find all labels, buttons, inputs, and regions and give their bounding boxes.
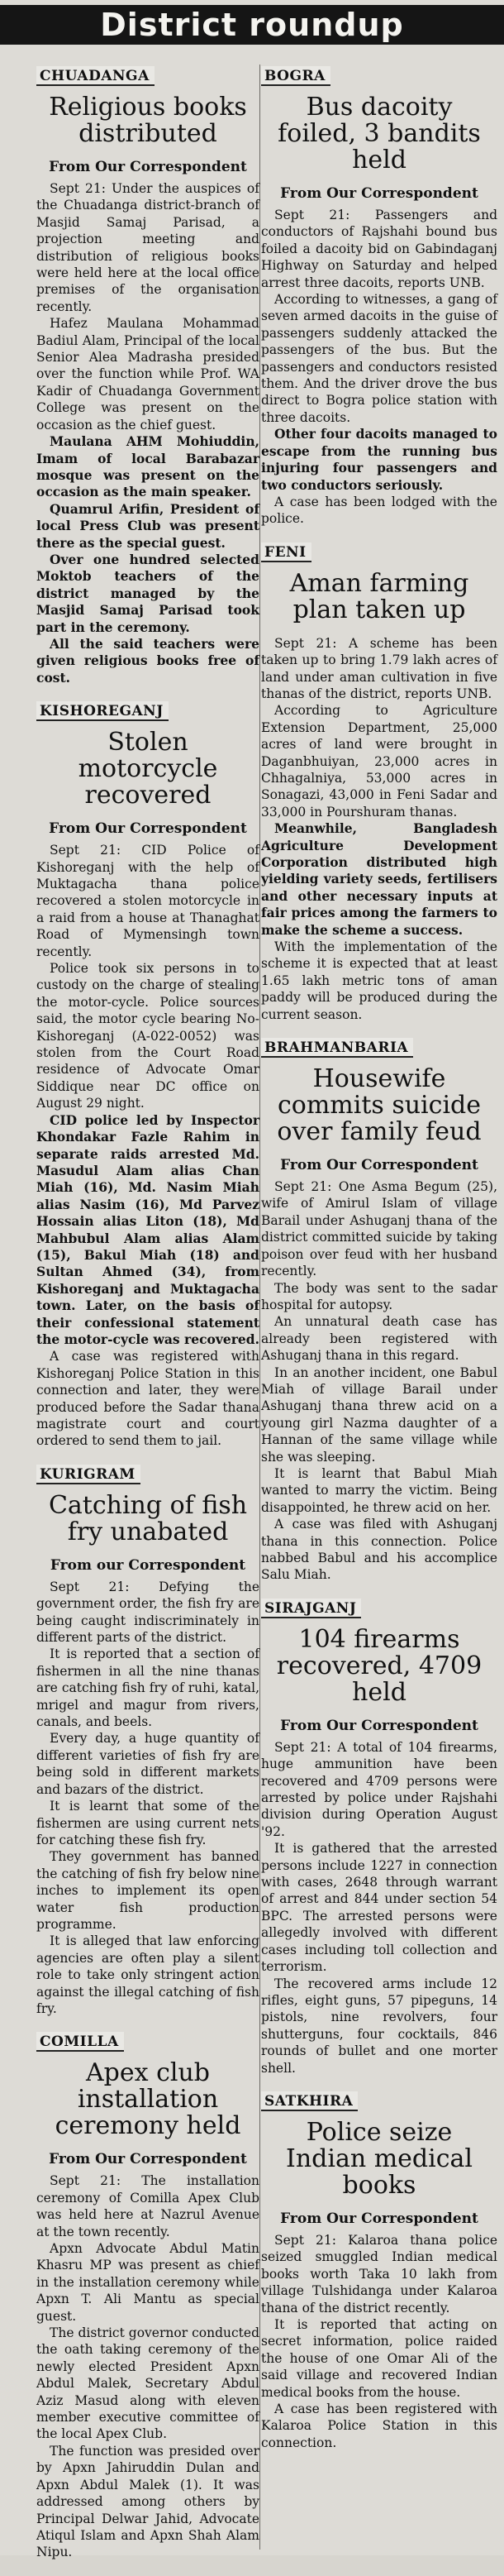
location-tag: SIRAJGANJ (261, 1599, 361, 1618)
location-tag: FENI (261, 542, 311, 562)
article-paragraph: Meanwhile, Bangladesh Agriculture Development Corporation distributed high yielding variety seeds, fertilisers and other necessary inputs at fair prices among the farmers to make the scheme a success. (261, 820, 497, 938)
section-banner: District roundup (0, 5, 504, 45)
article-paragraph: Sept 21: Kalaroa thana police seized smuggled Indian medical books worth Taka 10 lakh from village Tulshidanga under Kalaroa thana of the district recently. (261, 2232, 497, 2316)
article-paragraph: A case was filed with Ashuganj thana in this connection. Police nabbed Babul and his accomplice Salu Miah. (261, 1517, 497, 1583)
left-column (36, 66, 259, 2576)
article-paragraph: The function was presided over by Apxn Jahiruddin Dulan and Apxn Abdul Malek (1). It was addressed among others by Principal Delwar Jahid, Advocate Atiqul Islam and Apxn Shah Alam Nipu. (36, 2443, 259, 2560)
article-paragraph: All the said teachers were given religious books free of cost. (36, 635, 259, 686)
article-headline: Housewife commits suicide over family feud (277, 1064, 482, 1147)
article-paragraph: CID police led by Inspector Khondakar Fazle Rahim in separate raids arrested Md. Masudul Alam alias Chan Miah (16), Md. Nasim Miah alias Nasim (16), Md Parvez Hossain alias Liton (18), Md Mahbubul Alam alias Alam (15), Bakul Miah (18) and Sultan Ahmed (34), from Kishoreganj and Muktagacha town. Later, on the basis of their confessional statement the motor-cycle was recovered. (36, 1111, 259, 1347)
article-paragraph: Every day, a huge quantity of different varieties of fish fry are being sold in different markets and bazars of the district. (36, 1731, 259, 1797)
column-rule (259, 65, 260, 2550)
article-paragraph: Sept 21: A scheme has been taken up to bring 1.79 lakh acres of land under aman cultivation in five thanas of the district, reports UNB. (261, 635, 497, 701)
article-paragraph: It is alleged that law enforcing agencies are often play a silent role to take only stringent action against the illegal catching of fish fry. (36, 1933, 259, 2016)
article-sirajganj (261, 1599, 497, 2077)
location-tag: KURIGRAM (36, 1465, 140, 1484)
article-paragraph: It is learnt that some of the fishermen are using current nets for catching these fish fry. (36, 1799, 259, 1847)
article-paragraph: It is gathered that the arrested persons include 1227 in connection with cases, 2648 through warrant of arrest and 844 under section 54 BPC. The arrested persons were allegedly involved with different cases including toll collection and terrorism. (261, 1841, 497, 1975)
location-tag: CHUADANGA (36, 66, 155, 86)
article-paragraph: The recovered arms include 12 rifles, eight guns, 57 pipeguns, 14 pistols, nine revolvers, four shutterguns, four cocktails, 846 rounds of bullet and one morter shell. (261, 1976, 497, 2076)
article-byline: From Our Correspondent (49, 159, 247, 175)
article-headline: Bus dacoity foiled, 3 bandits held (278, 93, 481, 174)
article-bogra (261, 66, 497, 528)
article-paragraph: Sept 21: A total of 104 firearms, huge ammunition have been recovered and 4709 persons were arrested by police under Rajshahi division during Operation August '92. (261, 1739, 497, 1839)
article-headline: Apex club installation ceremony held (55, 2058, 241, 2141)
article-paragraph: Sept 21: One Asma Begum (25), wife of Amirul Islam of village Barail under Ashuganj thana of the district committed suicide by taking poison over feud with her husband recently. (261, 1179, 497, 1279)
article-paragraph: Sept 21: The installation ceremony of Comilla Apex Club was held here at Nazrul Avenue at the town recently. (36, 2173, 259, 2239)
article-paragraph: Sept 21: Passengers and conductors of Rajshahi bound bus foiled a dacoity bid on Gabindaganj Highway on Saturday and helped arrest three dacoits, reports UNB. (261, 208, 497, 290)
article-comilla (36, 2032, 259, 2560)
article-paragraph: According to Agriculture Extension Department, 25,000 acres of land were brought in Daganbhuiyan, 23,000 acres in Chhagalniya, 53,000 acres in Sonagazi, 43,000 in Feni Sadar and 33,000 in Pourshuram thanas. (261, 703, 497, 820)
article-paragraph: A case has been lodged with the police. (261, 494, 497, 527)
article-paragraph: A case has been registered with Kalaroa Police Station in this connection. (261, 2402, 497, 2450)
article-paragraph: Apxn Advocate Abdul Matin Khasru MP was present as chief in the installation ceremony while Apxn T. Ali Mantu as special guest. (36, 2241, 259, 2324)
article-satkhira (261, 2091, 497, 2451)
article-paragraph: The district governor conducted the oath taking ceremony of the newly elected President Apxn Abdul Malek, Secretary Abdul Aziz Masud along with eleven member executive committee of the local Apex Club. (36, 2325, 259, 2442)
right-column (261, 66, 497, 2466)
article-paragraph: It is reported that a section of fishermen in all the nine thanas are catching fish fry of ruhi, katal, mrigel and magur from rivers, canals, and beels. (36, 1646, 259, 1730)
article-paragraph: Police took six persons in to custody on the charge of stealing the motor-cycle. Police sources said, the motor cycle bearing No-Kishoreganj (A-022-0052) was stolen from the Court Road residence of Advocate Omar Siddique near DC office on August 29 night. (36, 961, 259, 1111)
article-paragraph: Sept 21: Defying the government order, the fish fry are being caught indiscriminately in different parts of the district. (36, 1579, 259, 1646)
article-byline: From Our Correspondent (49, 2151, 247, 2168)
article-paragraph: An unnatural death case has already been registered with Ashuganj thana in this regard. (261, 1314, 497, 1364)
article-paragraph: The body was sent to the sadar hospital for autopsy. (261, 1280, 497, 1312)
article-byline: From our Correspondent (50, 1556, 246, 1574)
article-paragraph: Sept 21: CID Police of Kishoreganj with the help of Muktagacha thana police recovered a stolen motorcycle in a raid from a house at Thanaghat Road of Mymensingh town recently. (36, 843, 259, 959)
article-paragraph: Maulana AHM Mohiuddin, Imam of local Barabazar mosque was present on the occasion as the main speaker. (36, 433, 259, 500)
article-paragraph: A case was registered with Kishoreganj Police Station in this connection and later, they were produced before the Sadar thana magistrate court and court ordered to send them to jail. (36, 1349, 259, 1449)
article-headline: Aman farming plan taken up (289, 568, 469, 624)
article-paragraph: With the implementation of the scheme it is expected that at least 1.65 lakh metric tons of aman paddy will be produced during the current season. (261, 939, 497, 1022)
location-tag: COMILLA (36, 2032, 124, 2052)
location-tag: KISHOREGANJ (36, 701, 169, 721)
article-paragraph: Over one hundred selected Moktob teachers of the district managed by the Masjid Samaj Parisad took part in the ceremony. (36, 551, 259, 635)
location-tag: BRAHMANBARIA (261, 1038, 413, 1058)
article-paragraph: It is reported that acting on secret information, police raided the house of one Omar Ali of the said village and recovered Indian medical books from the house. (261, 2316, 497, 2400)
article-byline: From Our Correspondent (280, 185, 478, 202)
article-byline: From Our Correspondent (280, 2210, 478, 2227)
article-headline: Police seize Indian medical books (286, 2117, 473, 2200)
article-paragraph: According to witnesses, a gang of seven armed dacoits in the guise of passengers suddenly attacked the passengers of the bus. But the passengers and conductors resisted them. And the driver drove the bus direct to Bogra police station with three dacoits. (261, 292, 497, 425)
article-paragraph: Other four dacoits managed to escape from the running bus injuring four passengers and two conductors seriously. (261, 426, 497, 493)
article-kishoreganj (36, 701, 259, 1450)
article-byline: From Our Correspondent (280, 1157, 478, 1174)
article-paragraph: It is learnt that Babul Miah wanted to marry the victim. Being disappointed, he threw acid on her. (261, 1465, 497, 1515)
article-chuadanga (36, 66, 259, 686)
article-headline: Stolen motorcycle recovered (78, 728, 218, 810)
location-tag: SATKHIRA (261, 2091, 358, 2111)
article-feni (261, 542, 497, 1023)
article-kurigram (36, 1465, 259, 2018)
article-paragraph: Hafez Maulana Mohammad Badiul Alam, Principal of the local Senior Alea Madrasha presided over the function while Prof. WA Kadir of Chuadanga Government College was present on the occasion as the chief guest. (36, 316, 259, 433)
article-headline: 104 firearms recovered, 4709 held (276, 1624, 483, 1707)
article-headline: Catching of fish fry unabated (48, 1490, 248, 1546)
location-tag: BOGRA (261, 66, 330, 86)
article-paragraph: They government has banned the catching of fish fry below nine inches to implement its open water fish production programme. (36, 1849, 259, 1932)
article-brahmanbaria (261, 1038, 497, 1584)
article-paragraph: Quamrul Arifin, President of local Press Club was present there as the special guest. (36, 500, 259, 551)
article-byline: From Our Correspondent (280, 1717, 478, 1734)
article-paragraph: In an another incident, one Babul Miah of village Barail under Ashuganj thana threw acid on a young girl Nazma daughter of a Hannan of the same village while she was sleeping. (261, 1364, 497, 1465)
article-paragraph: Sept 21: Under the auspices of the Chuadanga district-branch of Masjid Samaj Parisad, a projection meeting and distribution of religious books were held here at the local office premises of the organisation recently. (36, 181, 259, 314)
article-byline: From Our Correspondent (49, 820, 247, 838)
article-headline: Religious books distributed (49, 93, 247, 148)
